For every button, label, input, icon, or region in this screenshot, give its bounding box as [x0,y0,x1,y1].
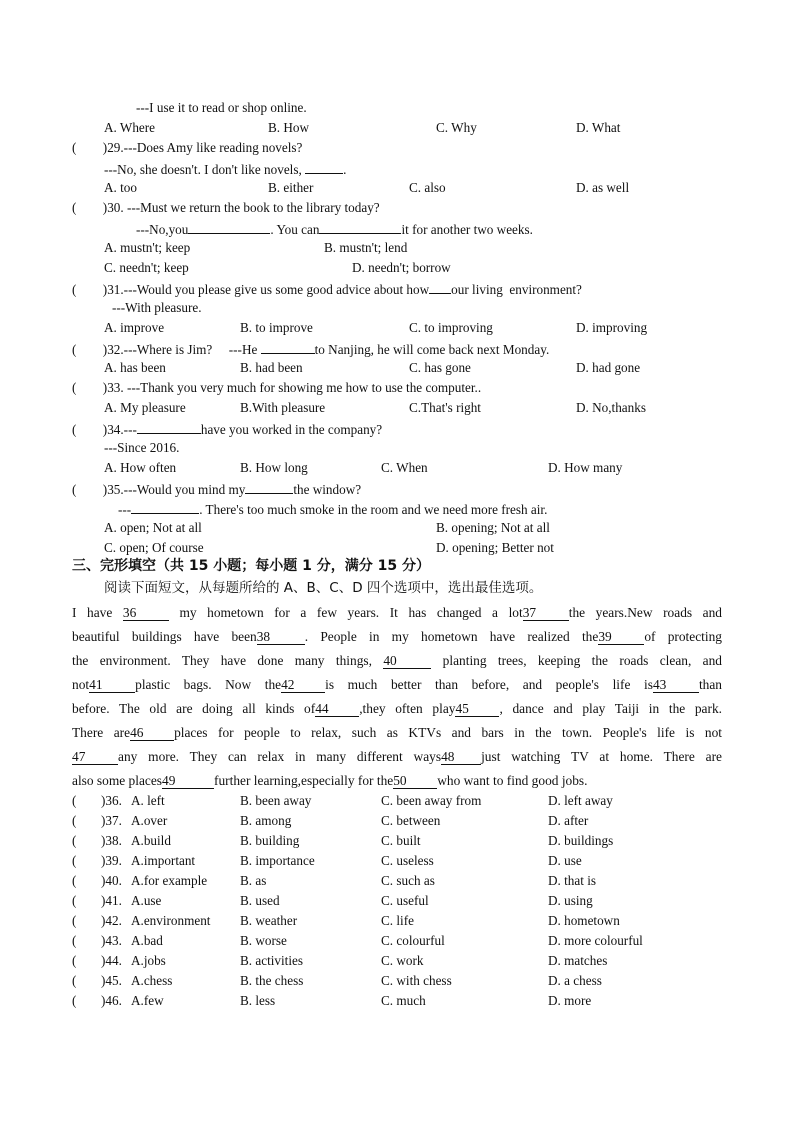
q30-option-b: B. mustn't; lend [324,240,408,255]
q35-question: ( )35.---Would you mind my the window? [72,482,362,497]
q32-option-d: D. had gone [576,360,641,375]
passage-text: . People in my hometown have realized the [304,629,599,644]
cloze-question-number: )40. [101,873,122,888]
q35-answer: --- . There's too much smoke in the room and we need more fresh air. [118,502,548,517]
cloze-option-c: C. been away from [381,793,482,808]
cloze-option-d: D. using [548,893,593,908]
cloze-option-b: B. building [240,833,300,848]
cloze-question-number: )39. [101,853,122,868]
passage-blank-38[interactable]: 38 [257,630,305,645]
passage-text: not [72,677,90,692]
q34-question: ( )34.--- have you worked in the company? [72,422,383,437]
passage-line [72,653,722,669]
cloze-option-d: D. after [548,813,589,828]
passage-blank-50[interactable]: 50 [393,774,437,789]
cloze-option-c: C. such as [381,873,435,888]
passage-blank-48[interactable]: 48 [441,750,481,765]
cloze-option-c: C. life [381,913,414,928]
passage-line [72,605,722,621]
passage-text: ,they often play [359,701,456,716]
q34-answer: ---Since 2016. [104,440,180,455]
passage-text: also some places [72,773,162,788]
passage-blank-40[interactable]: 40 [383,654,431,669]
q33-option-b: B.With pleasure [240,400,326,415]
q31-option-b: B. to improve [240,320,313,335]
passage-blank-42[interactable]: 42 [281,678,325,693]
q29-option-d: D. as well [576,180,630,195]
passage-line [72,677,722,693]
q30-option-d: D. needn't; borrow [352,260,451,275]
cloze-option-d: D. hometown [548,913,620,928]
cloze-option-a: A. left [131,793,165,808]
cloze-option-c: C. work [381,953,424,968]
answer-paren[interactable]: ( [72,833,77,848]
answer-blank[interactable] [319,220,401,234]
cloze-option-b: B. the chess [240,973,304,988]
passage-blank-43[interactable]: 43 [653,678,699,693]
q33-option-c: C.That's right [409,400,481,415]
cloze-option-c: C. colourful [381,933,445,948]
cloze-option-c: C. between [381,813,441,828]
q34-option-b: B. How long [240,460,308,475]
q34-option-c: C. When [381,460,428,475]
section-heading: 三、完形填空（共 15 小题；每小题 1 分，满分 15 分） [72,558,430,574]
cloze-option-b: B. weather [240,913,298,928]
cloze-option-c: C. much [381,993,426,1008]
passage-text: of protecting [644,629,722,644]
section-instruction: 阅读下面短文，从每题所给的 A、B、C、D 四个选项中，选出最佳选项。 [104,580,543,596]
passage-text: the environment. They have done many things, [72,653,384,668]
answer-paren[interactable]: ( [72,873,77,888]
cloze-question-number: )42. [101,913,122,928]
passage-text: who want to find good jobs. [437,773,588,788]
cloze-option-a: A.build [131,833,171,848]
passage-text: beautiful buildings have been [72,629,257,644]
q33-option-d: D. No,thanks [576,400,646,415]
answer-paren[interactable]: ( [72,793,77,808]
answer-blank[interactable] [137,420,201,434]
passage-text: , dance and play Taiji in the park. [499,701,722,716]
q35-option-d: D. opening; Better not [436,540,554,555]
q31-option-d: D. improving [576,320,648,335]
cloze-option-d: D. matches [548,953,608,968]
cloze-option-d: D. a chess [548,973,602,988]
cloze-option-b: B. been away [240,793,312,808]
q31-option-a: A. improve [104,320,165,335]
cloze-option-d: D. left away [548,793,613,808]
cloze-question-number: )38. [101,833,122,848]
passage-text: the years.New roads and [568,605,723,620]
cloze-option-b: B. activities [240,953,303,968]
cloze-option-b: B. among [240,813,292,828]
passage-blank-36[interactable]: 36 [123,606,169,621]
passage-line [72,773,722,789]
passage-blank-47[interactable]: 47 [72,750,118,765]
q29-option-a: A. too [104,180,137,195]
passage-text: There are [72,725,131,740]
passage-blank-46[interactable]: 46 [130,726,174,741]
q28-option-d: D. What [576,120,621,135]
passage-blank-39[interactable]: 39 [598,630,644,645]
q28-answer: ---I use it to read or shop online. [136,100,307,115]
answer-paren[interactable]: ( [72,813,77,828]
cloze-option-d: D. buildings [548,833,614,848]
q32-question: ( )32.---Where is Jim? ---He to Nanjing, he will come back next Monday. [72,342,550,357]
q32-option-a: A. has been [104,360,166,375]
passage-text: than [698,677,722,692]
q35-option-a: A. open; Not at all [104,520,202,535]
q31-answer: ---With pleasure. [112,300,202,315]
cloze-option-c: C. useless [381,853,434,868]
q29-option-b: B. either [268,180,314,195]
passage-blank-41[interactable]: 41 [89,678,135,693]
cloze-option-d: D. use [548,853,582,868]
q28-option-a: A. Where [104,120,156,135]
q30-option-c: C. needn't; keep [104,260,189,275]
cloze-option-d: D. that is [548,873,596,888]
passage-text: before. The old are doing all kinds of [72,701,316,716]
cloze-question-number: )36. [101,793,122,808]
q34-option-a: A. How often [104,460,177,475]
passage-line [72,701,722,717]
cloze-option-c: C. with chess [381,973,452,988]
passage-blank-44[interactable]: 44 [315,702,359,717]
passage-text: my hometown for a few years. It has changed a lot [168,605,523,620]
cloze-question-number: )41. [101,893,122,908]
q29-answer: ---No, she doesn't. I don't like novels, . [104,162,347,177]
q30-answer: ---No,you . You can it for another two weeks. [136,222,533,237]
passage-text: any more. They can relax in many different ways [118,749,442,764]
q30-question: ( )30. ---Must we return the book to the library today? [72,200,380,215]
cloze-option-a: A.jobs [131,953,166,968]
passage-line [72,629,722,645]
q29-question: ( )29.---Does Amy like reading novels? [72,140,303,155]
passage-blank-49[interactable]: 49 [162,774,214,789]
passage-blank-37[interactable]: 37 [523,606,569,621]
q31-question: ( )31.---Would you please give us some good advice about how our living environment? [72,282,582,297]
cloze-option-b: B. importance [240,853,315,868]
answer-blank[interactable] [245,480,293,494]
passage-text: just watching TV at home. There are [481,749,722,764]
cloze-option-a: A.chess [131,973,173,988]
cloze-option-d: D. more colourful [548,933,643,948]
answer-blank[interactable] [305,160,343,174]
cloze-question-number: )43. [101,933,122,948]
passage-line [72,725,722,741]
answer-paren[interactable]: ( [72,973,77,988]
passage-text: is much better than before, and people's life is [325,677,653,692]
cloze-option-d: D. more [548,993,592,1008]
cloze-option-a: A.environment [131,913,211,928]
answer-paren[interactable]: ( [72,933,77,948]
q32-option-b: B. had been [240,360,303,375]
answer-blank[interactable] [188,220,270,234]
cloze-option-a: A.for example [131,873,208,888]
q31-option-c: C. to improving [409,320,493,335]
q35-option-b: B. opening; Not at all [436,520,550,535]
answer-blank[interactable] [429,280,451,294]
q28-option-c: C. Why [436,120,477,135]
passage-text: I have [72,605,123,620]
passage-text: further learning,especially for the [214,773,394,788]
q32-option-c: C. has gone [409,360,471,375]
q30-option-a: A. mustn't; keep [104,240,191,255]
cloze-option-a: A.over [131,813,168,828]
answer-paren[interactable]: ( [72,953,77,968]
q34-option-d: D. How many [548,460,623,475]
answer-paren[interactable]: ( [72,853,77,868]
q33-question: ( )33. ---Thank you very much for showing me how to use the computer.. [72,380,482,395]
cloze-option-a: A.bad [131,933,163,948]
passage-text: plastic bags. Now the [135,677,282,692]
q33-option-a: A. My pleasure [104,400,186,415]
cloze-option-a: A.use [131,893,162,908]
cloze-option-b: B. less [240,993,276,1008]
answer-paren[interactable]: ( [72,993,77,1008]
answer-blank[interactable] [261,340,315,354]
cloze-question-number: )37. [101,813,122,828]
answer-paren[interactable]: ( [72,913,77,928]
cloze-question-number: )46. [101,993,122,1008]
cloze-option-c: C. useful [381,893,429,908]
cloze-option-c: C. built [381,833,421,848]
passage-text: places for people to relax, such as KTVs and bars in the town. People's life is not [174,725,722,740]
cloze-option-a: A.important [131,853,196,868]
cloze-question-number: )44. [101,953,122,968]
cloze-question-number: )45. [101,973,122,988]
q29-option-c: C. also [409,180,446,195]
q28-option-b: B. How [268,120,310,135]
cloze-option-b: B. as [240,873,267,888]
passage-text: planting trees, keeping the roads clean, and [431,653,723,668]
cloze-option-b: B. worse [240,933,287,948]
answer-paren[interactable]: ( [72,893,77,908]
cloze-option-b: B. used [240,893,280,908]
passage-blank-45[interactable]: 45 [455,702,499,717]
q35-option-c: C. open; Of course [104,540,204,555]
cloze-option-a: A.few [131,993,164,1008]
answer-blank[interactable] [131,500,199,514]
passage-line [72,749,722,765]
